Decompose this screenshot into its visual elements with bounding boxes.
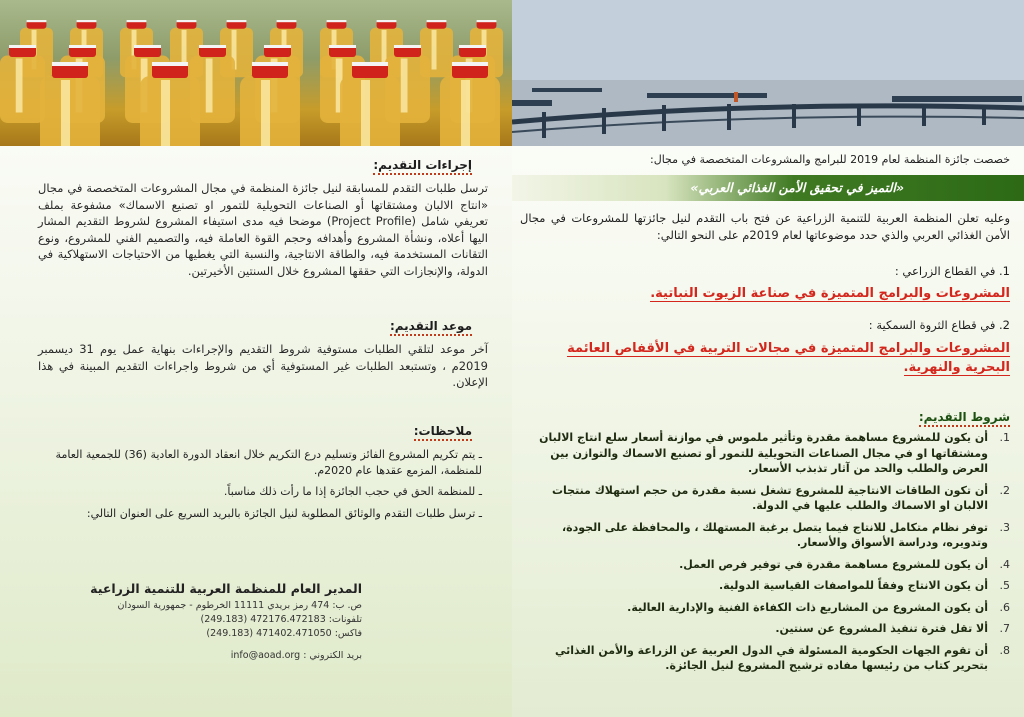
condition-number: 2.	[999, 483, 1010, 497]
bottle-cap-band	[227, 20, 247, 22]
notes-list	[42, 447, 482, 527]
condition-number: 8.	[999, 643, 1010, 657]
condition-text: أن يكون للمشروع مساهمة مقدرة وتأثير ملموس في موازنة أسعار سلع انتاج الالبان ومشتقاتها او في مجال الصناعات التحويلية للتمور أو تصنيع الاسماك والتوازن بين العرض والطلب والحد من آثار تذبذب الأسعار.	[539, 431, 988, 475]
fish-farm-graphic	[512, 0, 1024, 146]
conditions-heading: شروط التقديم:	[919, 410, 1010, 424]
condition-item	[520, 600, 1010, 616]
address-line: ص. ب: 474 رمز بريدي 11111 الخرطوم - جمهورية السودان	[117, 600, 362, 611]
phone-line: تلفونات: 472176.472183 (249.183)	[200, 614, 362, 625]
banner-title: «التميز في تحقيق الأمن الغذائي العربي»	[690, 180, 904, 195]
bottle-cap-band	[327, 20, 347, 22]
signature-title: المدير العام للمنظمة العربية للتنمية الزراعية	[90, 581, 362, 596]
title-banner	[512, 175, 1024, 201]
bottle-shine	[16, 59, 23, 113]
bottle-cap-band	[9, 45, 36, 48]
condition-number: 1.	[999, 431, 1010, 444]
oil-bottles-photo	[0, 0, 512, 146]
bottle-cap-band	[27, 20, 47, 22]
condition-text: أن يكون للمشروع مساهمة مقدرة في توفير فرص العمل.	[679, 557, 988, 571]
bottle-cap-band	[152, 62, 188, 66]
deadline-text: آخر موعد لتلقي الطلبات مستوفية شروط التقديم والإجراءات بنهاية عمل يوم 31 ديسمبر 2019م ، وتستبعد الطلبات غير المستوفية أي من شروط واجراءات التقديم المبينة في هذا الإعلان.	[38, 342, 488, 389]
condition-item	[520, 643, 1010, 674]
condition-item	[520, 520, 1010, 551]
condition-text: أن يكون المشروع من المشاريع ذات الكفاءة الفنية والإدارية العالية.	[627, 600, 988, 614]
bottle-cap-band	[127, 20, 147, 22]
bottle-cap-band	[452, 62, 488, 66]
notes-heading: ملاحظات:	[414, 424, 472, 438]
procedures-heading: إجراءات التقديم:	[373, 158, 472, 172]
condition-item	[520, 578, 1010, 594]
bottle-shine	[432, 30, 437, 70]
condition-item	[520, 621, 1010, 637]
bottle-shine	[461, 80, 470, 146]
email-line: بريد الكتروني : info@aoad.org	[230, 650, 362, 661]
fish-farm-photo	[512, 0, 1024, 146]
bottle-cap-band	[427, 20, 447, 22]
condition-number: 5.	[999, 579, 1010, 592]
condition-item	[520, 483, 1010, 514]
conditions-list	[520, 430, 1010, 674]
sector1-heading: 1. في القطاع الزراعي :	[894, 264, 1010, 278]
bottle-cap-band	[252, 62, 288, 66]
condition-number: 6.	[999, 600, 1010, 614]
condition-text: أن يكون الانتاج وفقاً للمواصفات القياسية الدولية.	[718, 579, 988, 592]
condition-item	[520, 430, 1010, 477]
bottle-cap-band	[77, 20, 97, 22]
bottle-cap-band	[277, 20, 297, 22]
bottle-cap-band	[134, 45, 161, 48]
bottle-shine	[206, 59, 213, 113]
bottle-shine	[261, 80, 270, 146]
condition-number: 4.	[999, 557, 1010, 571]
bottle-shine	[361, 80, 370, 146]
note-item: ـ يتم تكريم المشروع الفائز وتسليم درع التكريم خلال انعقاد الدورة العادية (36) للجمعية العامة للمنظمة، المزمع عقدها عام 2020م.	[55, 448, 482, 477]
bottle-cap-band	[264, 45, 291, 48]
condition-text: أن تقوم الجهات الحكومية المسئولة في الدول العربية عن الزراعة والأمن الغذائي بتحرير كتاب من رئيسها مفاده ترشيح المشروع لنيل الجائزة.	[555, 643, 988, 672]
bottle-shine	[61, 80, 70, 146]
condition-text: أن تكون الطاقات الانتاجية للمشروع تشغل نسبة مقدرة من حجم استهلاك منتجات الالبان او الاسماك والطلب عليها في الدولة.	[551, 483, 988, 512]
deadline-heading: موعد التقديم:	[390, 319, 472, 333]
bottle-cap-band	[352, 62, 388, 66]
bottle-cap-band	[177, 20, 197, 22]
oil-bottles-graphic	[0, 0, 512, 146]
bottle-cap-band	[377, 20, 397, 22]
bottle-cap-band	[394, 45, 421, 48]
announcement-text: وعليه تعلن المنظمة العربية للتنمية الزراعية عن فتح باب التقدم لنيل جائزتها للمشروعات في مجال الأمن الغذائي العربي والذي حدد موضوعاتها لعام 2019م على النحو التالي:	[520, 211, 1010, 242]
bottle-cap-band	[52, 62, 88, 66]
note-item: ـ للمنظمة الحق في حجب الجائزة إذا ما رأت ذلك مناسباً.	[223, 485, 482, 498]
condition-text: ألا تقل فترة تنفيذ المشروع عن سنتين.	[775, 622, 988, 635]
intro-line: خصصت جائزة المنظمة لعام 2019 للبرامج والمشروعات المتخصصة في مجال:	[650, 153, 1010, 166]
bottle-cap-band	[477, 20, 497, 22]
bottle-shine	[401, 59, 408, 113]
condition-item	[520, 557, 1010, 573]
condition-number: 3.	[999, 520, 1010, 534]
bottle-shine	[161, 80, 170, 146]
fax-line: فاكس: 471402.471050 (249.183)	[206, 628, 362, 639]
condition-number: 7.	[999, 622, 1010, 635]
bottle-cap-band	[69, 45, 96, 48]
sector2-heading: 2. في قطاع الثروة السمكية :	[868, 318, 1010, 332]
right-page	[512, 0, 1024, 717]
note-item: ـ ترسل طلبات التقدم والوثائق المطلوبة لنيل الجائزة بالبريد السريع على العنوان التالي:	[86, 506, 482, 520]
condition-text: توفر نظام متكامل للانتاج فيما يتصل برغبة المستهلك ، والمحافظة على الجودة، وتدويره، ودراسة الأسواق والأسعار.	[561, 520, 988, 549]
bottle-cap-band	[199, 45, 226, 48]
bottle-cap-band	[329, 45, 356, 48]
sector2-title: المشروعات والبرامج المتميزة في مجالات التربية في الأقفاص العائمة البحرية والنهرية.	[567, 341, 1010, 375]
bottle-cap-band	[459, 45, 486, 48]
sector1-title: المشروعات والبرامج المتميزة في صناعة الزيوت النباتية.	[650, 286, 1010, 301]
procedures-text: ترسل طلبات التقدم للمسابقة لنيل جائزة المنظمة في مجال المشروعات المتخصصة في مجال «انتاج الالبان ومشتقاتها أو الصناعات التحويلية للتمور او تصنيع الاسماك» مشفوعة بملف تعريفي شامل (Project Profile) موضحا فيه مدى استيفاء المشروع لشروط التقديم المشار اليها أعلاه، ونشأة المشروع وأهدافه وحجم القوة العاملة فيه، والتصميم الفني للمشروع، ونوع التقانات المستخدمة فيه، والطاقة الانتاجية، والنسبة التي يغطيها من الاحتياجات الاستهلاكية في الدولة، والإنجازات التي حققها المشروع خلال السنتين الأخيرتين.	[38, 181, 488, 278]
